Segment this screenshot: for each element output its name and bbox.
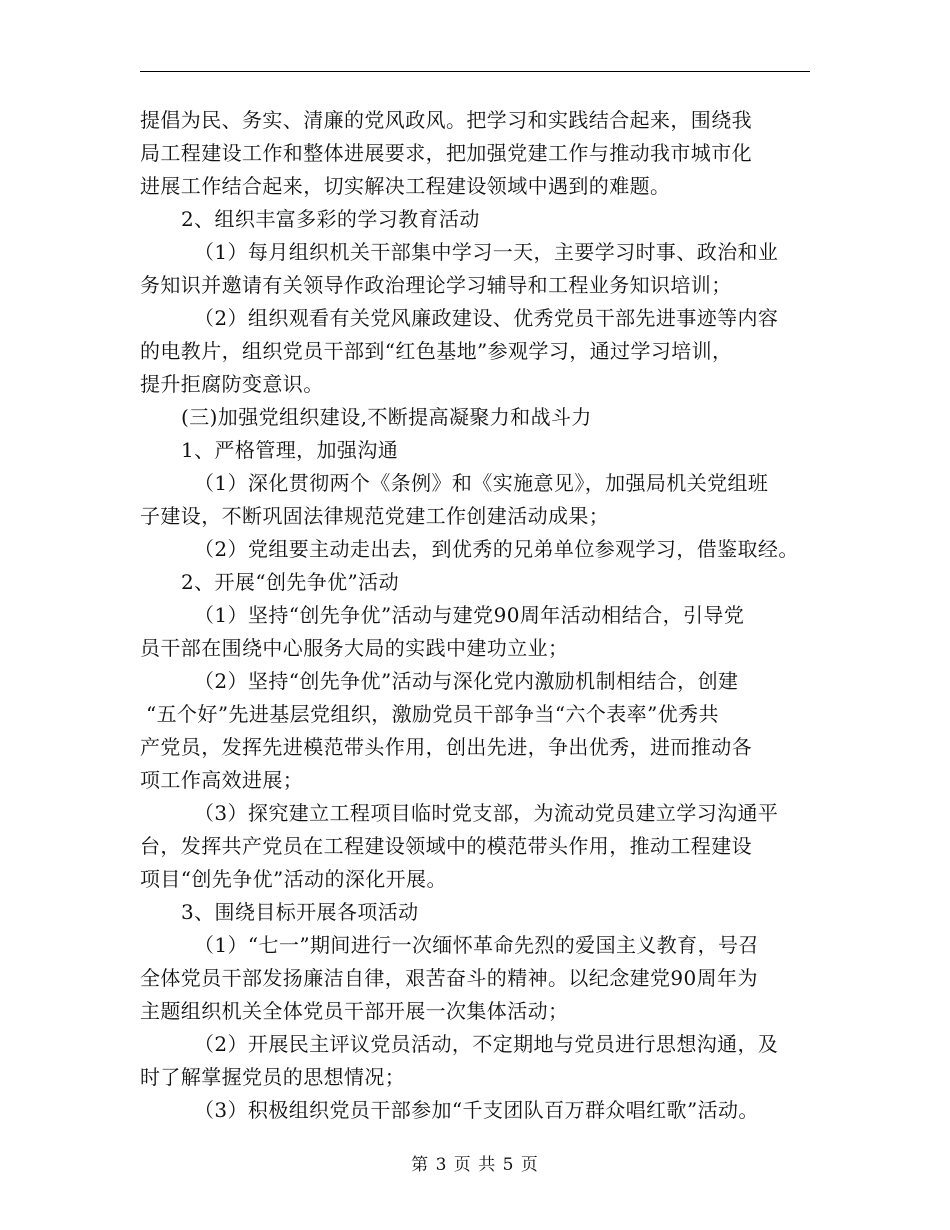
section-heading: 3、围绕目标开展各项活动 xyxy=(181,900,419,924)
text-line: 进展工作结合起来，切实解决工程建设领域中遇到的难题。 xyxy=(140,174,671,198)
text-line: 提倡为民、务实、清廉的党风政风。把学习和实践结合起来，围绕我 xyxy=(140,108,752,132)
text-line: 项工作高效进展； xyxy=(140,768,304,792)
text-line: （3）积极组织党员干部参加“千支团队百万群众唱红歌”活动。 xyxy=(194,1098,759,1122)
text-line: 主题组织机关全体党员干部开展一次集体活动； xyxy=(140,999,569,1023)
section-heading: 2、组织丰富多彩的学习教育活动 xyxy=(181,207,480,231)
text-line: 的电教片，组织党员干部到“红色基地”参观学习，通过学习培训， xyxy=(140,339,733,363)
text-line: （1）坚持“创先争优”活动与建党90周年活动相结合，引导党 xyxy=(194,603,745,627)
text-line: 项目“创先争优”活动的深化开展。 xyxy=(140,867,447,891)
text-line: “五个好”先进基层党组织，激励党员干部争当“六个表率”优秀共 xyxy=(146,702,719,726)
section-heading: 1、严格管理，加强沟通 xyxy=(181,438,399,462)
text-line: （2）党组要主动走出去，到优秀的兄弟单位参观学习，借鉴取经。 xyxy=(194,537,799,561)
section-heading: (三)加强党组织建设,不断提高凝聚力和战斗力 xyxy=(181,405,592,429)
text-line: 产党员，发挥先进模范带头作用，创出先进，争出优秀，进而推动各 xyxy=(140,735,752,759)
document-body xyxy=(140,104,820,1127)
page-number: 第 3 页 共 5 页 xyxy=(411,1155,539,1175)
text-line: 提升拒腐防变意识。 xyxy=(140,372,324,396)
text-line: 台，发挥共产党员在工程建设领域中的模范带头作用，推动工程建设 xyxy=(140,834,752,858)
text-line: 员干部在围绕中心服务大局的实践中建功立业； xyxy=(140,636,569,660)
text-line: （3）探究建立工程项目临时党支部，为流动党员建立学习沟通平 xyxy=(194,801,779,825)
section-heading: 2、开展“创先争优”活动 xyxy=(181,570,399,594)
text-line: （1）深化贯彻两个《条例》和《实施意见》，加强局机关党组班 xyxy=(194,471,769,495)
text-line: （1）每月组织机关干部集中学习一天，主要学习时事、政治和业 xyxy=(194,240,779,264)
text-line: 局工程建设工作和整体进展要求，把加强党建工作与推动我市城市化 xyxy=(140,141,752,165)
text-line: 子建设，不断巩固法律规范党建工作创建活动成果； xyxy=(140,504,610,528)
text-line: （2）开展民主评议党员活动，不定期地与党员进行思想沟通，及 xyxy=(194,1032,779,1056)
text-line: 全体党员干部发扬廉洁自律，艰苦奋斗的精神。以纪念建党90周年为 xyxy=(140,966,758,990)
text-line: （1）“七一”期间进行一次缅怀革命先烈的爱国主义教育，号召 xyxy=(194,933,759,957)
text-line: 时了解掌握党员的思想情况； xyxy=(140,1065,406,1089)
text-line: （2）坚持“创先争优”活动与深化党内激励机制相结合，创建 xyxy=(194,669,739,693)
text-line: （2）组织观看有关党风廉政建设、优秀党员干部先进事迹等内容 xyxy=(194,306,779,330)
text-line: 务知识并邀请有关领导作政治理论学习辅导和工程业务知识培训； xyxy=(140,273,732,297)
header-rule xyxy=(140,71,810,72)
